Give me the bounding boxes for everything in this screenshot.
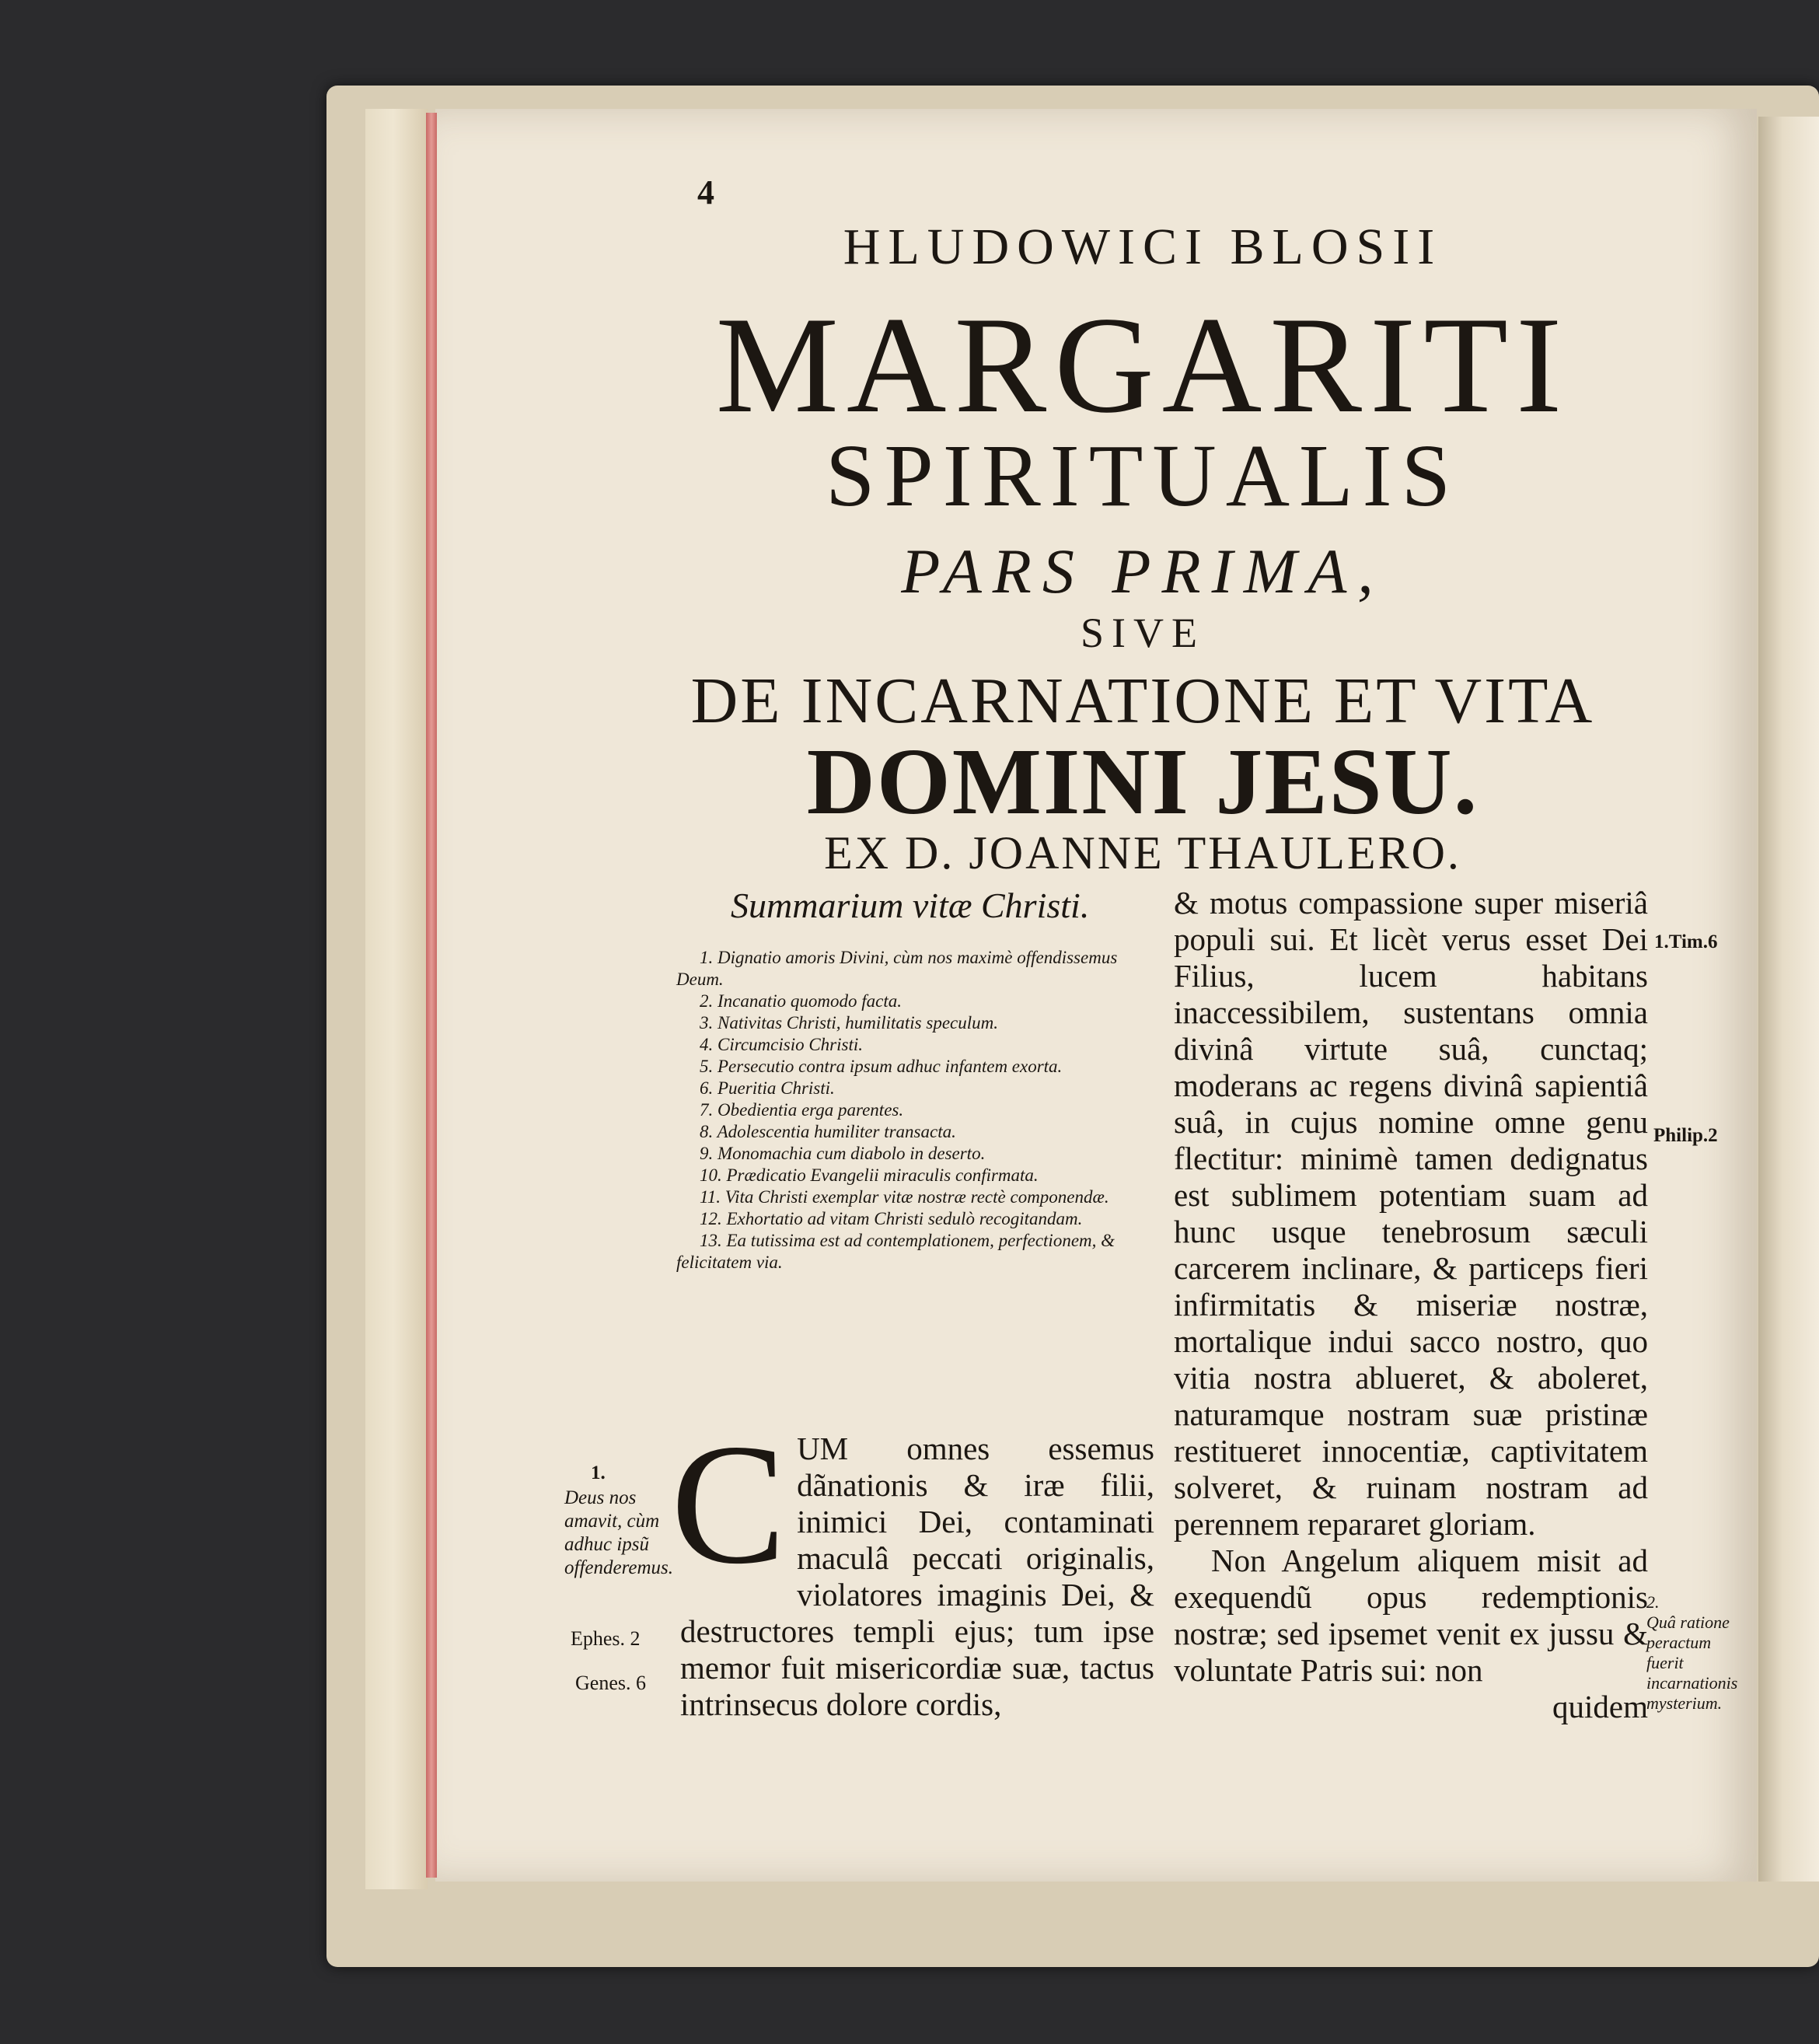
summary-item: 5. Persecutio contra ipsum adhuc infantem exorta. [700, 1057, 1063, 1076]
summary-item: 10. Prædicatio Evangelii miraculis confirmata. [700, 1165, 1039, 1185]
summary-list [676, 947, 1143, 1274]
title-line: MARGARITI [715, 288, 1570, 442]
margin-note-ephes: Ephes. 2 [571, 1627, 641, 1650]
summary-item: 11. Vita Christi exemplar vitæ nostræ rectè componendæ. [700, 1187, 1109, 1207]
source-line: EX D. JOANNE THAULERO. [824, 827, 1461, 879]
part-line: PARS PRIMA, [901, 536, 1384, 606]
summary-item: 9. Monomachia cum diabolo in deserto. [700, 1144, 986, 1163]
margin-note-number: 2. [1646, 1592, 1660, 1612]
page-stack [365, 109, 428, 1889]
margin-note-left: Deus nos amavit, cùm adhuc ipsũ offenderemus. [564, 1487, 674, 1578]
body-column-right [1174, 885, 1648, 1725]
margin-note-phil: Philip.2 [1653, 1125, 1718, 1146]
summary-item: 2. Incanatio quomodo facta. [700, 991, 902, 1011]
summary-item: 3. Nativitas Christi, humilitatis speculum. [700, 1013, 998, 1032]
margin-note-text: Quâ ratione peractum fuerit incarnationis mysterium. [1646, 1612, 1738, 1713]
author-line: HLUDOWICI BLOSII [843, 218, 1443, 275]
summary-item: 8. Adolescentia humiliter transacta. [700, 1122, 956, 1141]
body-column-left [671, 1409, 1154, 1723]
topic-line-1: DE INCARNATIONE ET VITA [690, 665, 1595, 737]
red-page-edge [426, 113, 437, 1878]
topic-line-2: DOMINI JESU. [806, 729, 1479, 834]
body-paragraph: & motus compassione super miseriâ populi sui. Et licèt verus esset Dei Filius, lucem habitans inaccessibilem, sustentans omnia divinâ virtute suâ, cunctaq; moderans ac regens divinâ sapientiâ suâ, in cujus nomine omne genu flectitur: minimè tamen dedignatus est sublimem potentiam suam ad hunc usque tenebrosum sæculi carcerem inclinare, & particeps fieri infirmitatis & miseriæ nostræ, mortalique indui sacco nostro, quo vitia nostra ablueret, & aboleret, naturamque nostram suæ pristinæ restitueret innocentiæ, captivitatem solveret, & ruinam nostram ad perennem repararet gloriam. [1174, 885, 1648, 1542]
summary-item: 12. Exhortatio ad vitam Christi sedulò recogitandam. [700, 1209, 1083, 1228]
margin-note-genes: Genes. 6 [575, 1672, 646, 1694]
margin-note-right [1646, 1592, 1740, 1714]
summary-item: 1. Dignatio amoris Divini, cùm nos maximè offendissemus Deum. [676, 948, 1118, 989]
catchword: quidem [1552, 1689, 1648, 1724]
summary-item: 6. Pueritia Christi. [700, 1078, 835, 1098]
margin-note-number: 1. [591, 1462, 606, 1483]
facing-page-edge [1758, 117, 1819, 1882]
subtitle-line: SPIRITUALIS [825, 426, 1461, 525]
margin-note-tim: 1.Tim.6 [1654, 931, 1718, 952]
body-text-left: UM omnes essemus dãnationis & iræ filii, inimici Dei, contaminati maculâ peccati originalis, violatores imaginis Dei, & destructores templi ejus; tum ipse memor fuit misericordiæ suæ, tactus intrinsecus dolore cordis, [680, 1431, 1154, 1722]
summary-item: 13. Ea tutissima est ad contemplationem, perfectionem, & felicitatem via. [676, 1231, 1115, 1272]
sive-line: SIVE [1081, 610, 1205, 656]
summary-heading: Summarium vitæ Christi. [731, 886, 1090, 925]
page-number: 4 [697, 173, 714, 211]
body-paragraph: Non Angelum aliquem misit ad exequendũ opus redemptionis nostræ; sed ipsemet venit ex jussu & voluntate Patris sui: non [1174, 1543, 1648, 1688]
dropcap-initial: C [671, 1409, 787, 1600]
summary-item: 7. Obedientia erga parentes. [700, 1100, 904, 1120]
summary-item: 4. Circumcisio Christi. [700, 1035, 863, 1054]
